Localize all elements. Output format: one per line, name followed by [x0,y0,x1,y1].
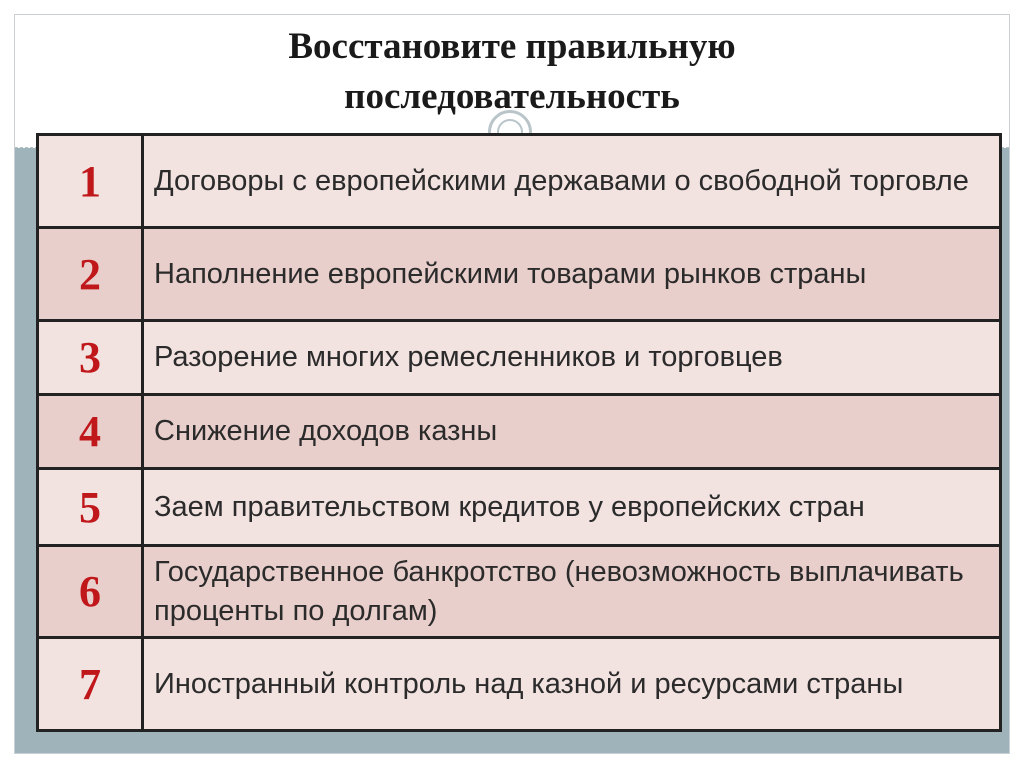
row-number: 2 [38,228,143,321]
table-row [38,321,1001,395]
row-number: 1 [38,135,143,228]
slide-title [0,22,1024,122]
row-text: Государственное банкротство (невозможность выплачивать проценты по долгам) [143,546,1001,638]
left-decor-band [15,148,37,753]
table-row [38,638,1001,731]
table-row [38,135,1001,228]
row-number: 7 [38,638,143,731]
row-text: Снижение доходов казны [143,395,1001,469]
title-line-2: последовательность [344,76,680,117]
row-text: Разорение многих ремесленников и торговцев [143,321,1001,395]
table-row [38,469,1001,546]
row-number: 4 [38,395,143,469]
row-text: Наполнение европейскими товарами рынков страны [143,228,1001,321]
row-number: 6 [38,546,143,638]
table-row [38,546,1001,638]
row-number: 3 [38,321,143,395]
row-text: Договоры с европейскими державами о свободной торговле [143,135,1001,228]
row-number: 5 [38,469,143,546]
sequence-table [36,133,1002,732]
row-text: Заем правительством кредитов у европейских стран [143,469,1001,546]
table-row [38,395,1001,469]
row-text: Иностранный контроль над казной и ресурсами страны [143,638,1001,731]
table-row [38,228,1001,321]
title-line-1: Восстановите правильную [288,26,736,67]
